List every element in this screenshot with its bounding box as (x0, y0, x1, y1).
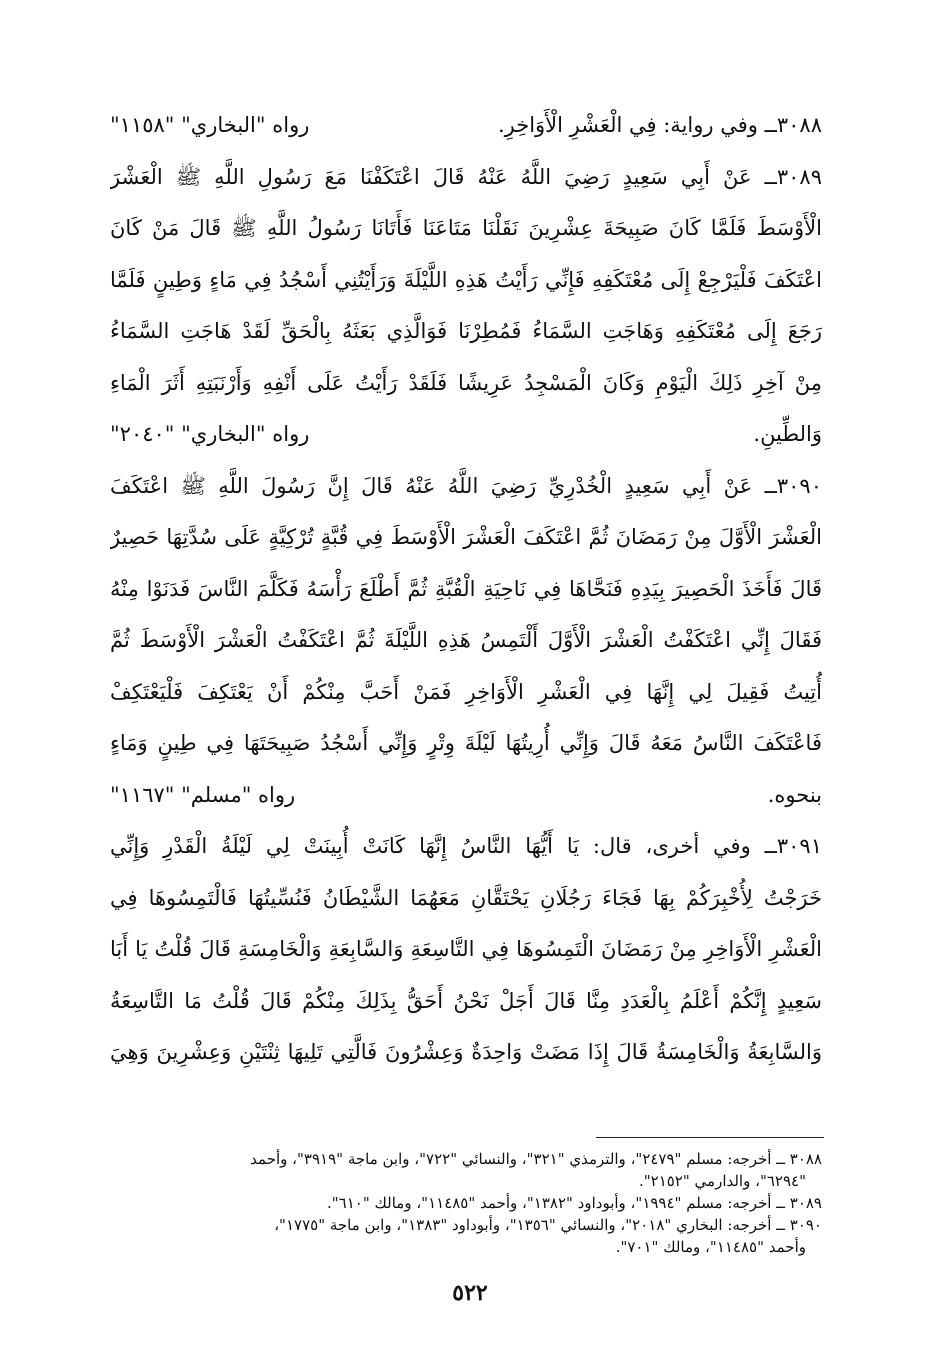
body-line: وَالسَّابِعَةُ وَالْخَامِسَةُ قَالَ إِذَا مَضَتْ وَاحِدَةٌ وَعِشْرُونَ فَالَّتِي تَلِيهَا ثِنْتَيْنِ وَعِشْرِينَ وَهِيَ (110, 1040, 822, 1064)
hadith-text-segment: بنحوه. (767, 782, 822, 807)
page-number: ٥٢٢ (452, 1280, 488, 1306)
body-line: خَرَجْتُ لِأُخْبِرَكُمْ بِهَا فَجَاءَ رَجُلَانِ يَحْتَقَّانِ مَعَهُمَا الشَّيْطَانُ فَنُسِّيتُهَا فَالْتَمِسُوهَا فِي (110, 885, 822, 910)
footnote-line: وأحمد "١١٤٨٥"، ومالك "٧٠١". (615, 1238, 806, 1256)
body-line: فَاعْتَكَفَ النَّاسُ مَعَهُ قَالَ وَإِنِّي أُرِيتُهَا لَيْلَةَ وِتْرٍ وَإِنِّي أَسْجُدُ صَبِيحَتَهَا فِي طِينٍ وَمَاءٍ (110, 731, 822, 755)
hadith-reference: رواه "مسلم" "١١٦٧" (110, 782, 296, 807)
footnote-line: ٣٠٨٨ ــ أخرجه: مسلم "٢٤٧٩"، والترمذي "٣٢١"، والنسائي "٧٢٢"، وابن ماجة "٣٩١٩"، وأحمد (250, 1150, 822, 1168)
body-line: الْعَشْرَ الْأَوَّلَ مِنْ رَمَضَانَ ثُمَّ اعْتَكَفَ الْعَشْرَ الْأَوْسَطَ فِي قُبَّةٍ تُرْكِيَّةٍ عَلَى سُدَّتِهَا حَصِيرٌ (110, 525, 822, 549)
body-line: الْعَشْرِ الْأَوَاخِرِ مِنْ رَمَضَانَ الْتَمِسُوهَا فِي التَّاسِعَةِ وَالسَّابِعَةِ وَالْخَامِسَةِ قَالَ قُلْتُ يَا أَبَا (110, 937, 822, 961)
body-line: ٣٠٨٩ــ عَنْ أَبِي سَعِيدٍ رَضِيَ اللَّهُ عَنْهُ قَالَ اعْتَكَفْنَا مَعَ رَسُولِ اللَّهِ ﷺ الْعَشْرَ (110, 164, 822, 189)
footnote-divider (596, 1137, 824, 1138)
body-line: الْأَوْسَطَ فَلَمَّا كَانَ صَبِيحَةَ عِشْرِينَ نَقَلْنَا مَتَاعَنَا فَأَتَانَا رَسُولُ اللَّهِ ﷺ قَالَ مَنْ كَانَ (110, 216, 822, 240)
body-line: قَالَ فَأَخَذَ الْحَصِيرَ بِيَدِهِ فَنَحَّاهَا فِي نَاحِيَةِ الْقُبَّةِ ثُمَّ أَطْلَعَ رَأْسَهُ فَكَلَّمَ النَّاسَ فَدَنَوْا مِنْهُ (110, 576, 822, 601)
hadith-text-segment: ٣٠٨٨ــ وفي رواية: فِي الْعَشْرِ الْأَوَاخِرِ. (497, 113, 822, 137)
hadith-3088-line (110, 100, 822, 152)
hadith-3090-end-line (110, 770, 822, 822)
body-line: سَعِيدٍ إِنَّكُمْ أَعْلَمُ بِالْعَدَدِ مِنَّا قَالَ أَجَلْ نَحْنُ أَحَقُّ بِذَلِكَ مِنْكُمْ قَالَ قُلْتُ مَا التَّاسِعَةُ (110, 988, 822, 1013)
body-line: رَجَعَ إِلَى مُعْتَكَفِهِ وَهَاجَتِ السَّمَاءُ فَمُطِرْنَا فَوَالَّذِي بَعَثَهُ بِالْحَقِّ لَقَدْ هَاجَتِ السَّمَاءُ (110, 319, 822, 343)
hadith-reference: رواه "البخاري" "٢٠٤٠" (110, 422, 310, 446)
footnote-line: ٣٠٩٠ ــ أخرجه: البخاري "٢٠١٨"، والنسائي "١٣٥٦"، وأبوداود "١٣٨٣"، وابن ماجة "١٧٧٥"، (274, 1216, 822, 1234)
body-line: أُتِيتُ فَقِيلَ لِي إِنَّهَا فِي الْعَشْرِ الْأَوَاخِرِ فَمَنْ أَحَبَّ مِنْكُمْ أَنْ يَعْتَكِفَ فَلْيَعْتَكِفْ (110, 679, 822, 704)
footnote-line: ٣٠٨٩ ــ أخرجه: مسلم "١٩٩٤"، وأبوداود "١٣٨٢"، وأحمد "١١٤٨٥"، ومالك "٦١٠". (326, 1194, 822, 1212)
hadith-reference: رواه "البخاري" "١١٥٨" (110, 113, 310, 137)
hadith-text (110, 100, 822, 1079)
body-line: اعْتَكَفَ فَلْيَرْجِعْ إِلَى مُعْتَكَفِهِ فَإِنِّي رَأَيْتُ هَذِهِ اللَّيْلَةَ وَرَأَيْتُنِي أَسْجُدُ فِي مَاءٍ وَطِينٍ فَلَمَّا (110, 267, 822, 292)
footnote-line: "٦٢٩٤"، والدارمي "٢١٥٢". (638, 1172, 806, 1190)
footnotes (118, 1148, 822, 1258)
body-line: ٣٠٩٠ــ عَنْ أَبِي سَعِيدٍ الْخُدْرِيِّ رَضِيَ اللَّهُ عَنْهُ قَالَ إِنَّ رَسُولَ اللَّهِ ﷺ اعْتَكَفَ (110, 473, 822, 498)
body-line: مِنْ آخِرِ ذَلِكَ الْيَوْمِ وَكَانَ الْمَسْجِدُ عَرِيشًا فَلَقَدْ رَأَيْتُ عَلَى أَنْفِهِ وَأَرْنَبَتِهِ أَثَرَ الْمَاءِ (110, 370, 822, 395)
body-line: فَقَالَ إِنِّي اعْتَكَفْتُ الْعَشْرَ الْأَوَّلَ أَلْتَمِسُ هَذِهِ اللَّيْلَةَ ثُمَّ اعْتَكَفْتُ الْعَشْرَ الْأَوْسَطَ ثُمَّ (110, 628, 822, 652)
body-line: ٣٠٩١ــ وفي أخرى، قال: يَا أَيُّهَا النَّاسُ إِنَّهَا كَانَتْ أُبِينَتْ لِي لَيْلَةُ الْقَدْرِ وَإِنِّي (110, 834, 822, 858)
hadith-text-segment: وَالطِّينِ. (753, 422, 822, 446)
hadith-3089-end-line (110, 409, 822, 461)
